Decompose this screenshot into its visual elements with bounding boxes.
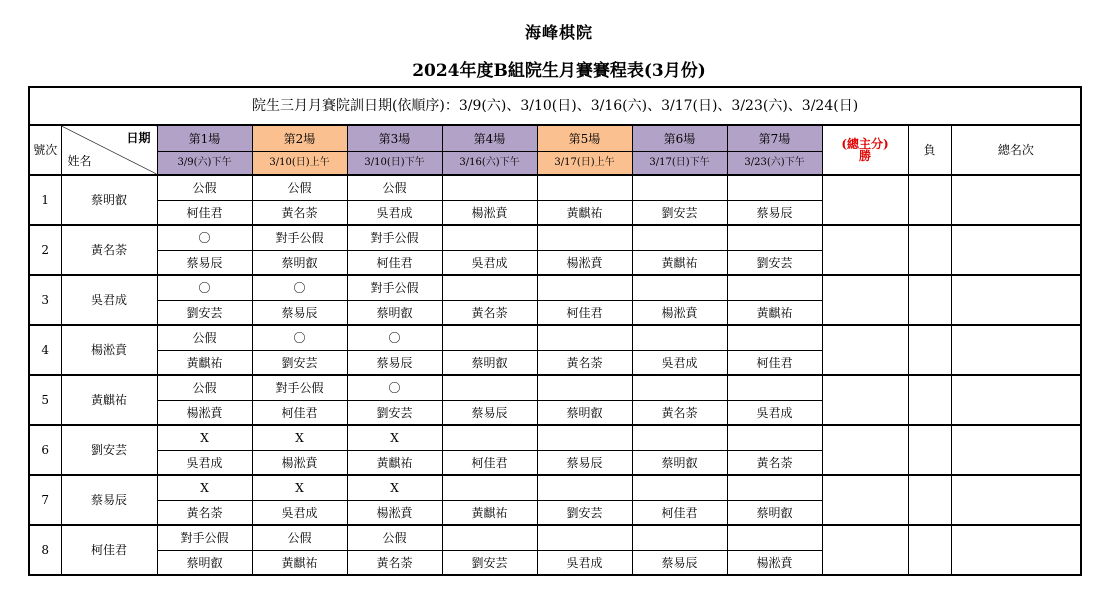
result-cell (442, 525, 537, 551)
header-date-name (61, 125, 157, 175)
result-cell (727, 475, 822, 501)
opponent-cell: 吳君成 (632, 351, 727, 376)
player-number: 4 (29, 325, 61, 375)
header-wins-score-label: (總主分) (841, 137, 889, 151)
losses-cell (908, 525, 951, 575)
result-cell: 對手公假 (347, 225, 442, 251)
result-cell (537, 225, 632, 251)
rank-cell (951, 375, 1081, 425)
result-cell (727, 175, 822, 201)
result-cell (727, 525, 822, 551)
opponent-cell: 楊淞賁 (727, 551, 822, 576)
result-cell (632, 475, 727, 501)
opponent-cell: 黃名荼 (632, 401, 727, 426)
player-row-7 (29, 475, 1081, 501)
wins-cell (822, 525, 908, 575)
opponent-cell: 柯佳君 (537, 301, 632, 326)
result-cell: X (252, 475, 347, 501)
result-cell (537, 475, 632, 501)
opponent-cell: 蔡易辰 (157, 251, 252, 276)
result-cell (632, 525, 727, 551)
opponent-cell: 劉安芸 (632, 201, 727, 226)
result-cell: 公假 (252, 175, 347, 201)
player-number: 8 (29, 525, 61, 575)
opponent-cell: 吳君成 (727, 401, 822, 426)
opponent-cell: 吳君成 (252, 501, 347, 526)
opponent-cell: 柯佳君 (727, 351, 822, 376)
round-header-4: 第4場 (442, 125, 537, 152)
opponent-cell: 柯佳君 (252, 401, 347, 426)
player-number: 7 (29, 475, 61, 525)
result-cell: 〇 (157, 225, 252, 251)
opponent-cell: 黃麒祐 (347, 451, 442, 476)
result-cell (537, 525, 632, 551)
round-date-7: 3/23(六)下午 (727, 152, 822, 176)
result-cell (537, 425, 632, 451)
opponent-cell: 蔡易辰 (537, 451, 632, 476)
opponent-cell: 楊淞賁 (442, 201, 537, 226)
result-cell: X (347, 425, 442, 451)
result-cell (632, 325, 727, 351)
opponent-cell: 黃名荼 (347, 551, 442, 576)
result-cell (442, 375, 537, 401)
schedule-table (28, 86, 1082, 576)
result-cell (727, 375, 822, 401)
rank-cell (951, 175, 1081, 225)
player-name: 楊淞賁 (61, 325, 157, 375)
losses-cell (908, 375, 951, 425)
result-cell: 〇 (252, 275, 347, 301)
wins-cell (822, 275, 908, 325)
opponent-cell: 蔡易辰 (727, 201, 822, 226)
result-cell: 對手公假 (252, 225, 347, 251)
opponent-cell: 黃名荼 (252, 201, 347, 226)
losses-cell (908, 425, 951, 475)
result-cell (727, 425, 822, 451)
losses-cell (908, 325, 951, 375)
rank-cell (951, 225, 1081, 275)
result-cell (632, 425, 727, 451)
opponent-cell: 蔡明叡 (537, 401, 632, 426)
wins-cell (822, 475, 908, 525)
opponent-cell: 蔡明叡 (442, 351, 537, 376)
losses-cell (908, 225, 951, 275)
result-cell (537, 175, 632, 201)
opponent-cell: 黃麒祐 (252, 551, 347, 576)
opponent-cell: 吳君成 (347, 201, 442, 226)
result-cell (442, 225, 537, 251)
player-name: 劉安芸 (61, 425, 157, 475)
player-row-3 (29, 275, 1081, 301)
round-header-7: 第7場 (727, 125, 822, 152)
result-cell: 公假 (157, 175, 252, 201)
result-cell (632, 225, 727, 251)
rank-cell (951, 475, 1081, 525)
player-name: 黃名荼 (61, 225, 157, 275)
opponent-cell: 黃麒祐 (442, 501, 537, 526)
result-cell: X (252, 425, 347, 451)
header-name-label: 姓名 (67, 154, 92, 168)
rank-cell (951, 275, 1081, 325)
opponent-cell: 柯佳君 (632, 501, 727, 526)
opponent-cell: 蔡明叡 (727, 501, 822, 526)
player-number: 5 (29, 375, 61, 425)
result-cell (442, 325, 537, 351)
rank-cell (951, 525, 1081, 575)
player-row-5 (29, 375, 1081, 401)
player-name: 柯佳君 (61, 525, 157, 575)
round-header-1: 第1場 (157, 125, 252, 152)
player-row-4 (29, 325, 1081, 351)
wins-cell (822, 425, 908, 475)
schedule-title: 2024年度B組院生月賽賽程表(3月份) (412, 61, 706, 81)
result-cell: 公假 (347, 175, 442, 201)
result-cell (537, 375, 632, 401)
opponent-cell: 柯佳君 (157, 201, 252, 226)
result-cell (537, 275, 632, 301)
result-cell: 對手公假 (157, 525, 252, 551)
losses-cell (908, 475, 951, 525)
result-cell (632, 175, 727, 201)
wins-cell (822, 225, 908, 275)
result-cell: 公假 (157, 375, 252, 401)
round-date-5: 3/17(日)上午 (537, 152, 632, 176)
result-cell (442, 475, 537, 501)
opponent-cell: 楊淞賁 (537, 251, 632, 276)
player-name: 蔡明叡 (61, 175, 157, 225)
rank-cell (951, 425, 1081, 475)
wins-cell (822, 175, 908, 225)
header-rank: 總名次 (951, 125, 1081, 175)
player-number: 1 (29, 175, 61, 225)
round-date-1: 3/9(六)下午 (157, 152, 252, 176)
opponent-cell: 蔡明叡 (252, 251, 347, 276)
result-cell: 〇 (347, 325, 442, 351)
opponent-cell: 黃名荼 (157, 501, 252, 526)
training-dates: 院生三月月賽院訓日期(依順序)：3/9(六)、3/10(日)、3/16(六)、3/17(日)、3/23(六)、3/24(日) (29, 87, 1081, 125)
result-cell: X (157, 475, 252, 501)
result-cell (727, 325, 822, 351)
opponent-cell: 劉安芸 (252, 351, 347, 376)
opponent-cell: 蔡明叡 (157, 551, 252, 576)
round-date-3: 3/10(日)下午 (347, 152, 442, 176)
wins-cell (822, 325, 908, 375)
result-cell (442, 275, 537, 301)
opponent-cell: 蔡易辰 (442, 401, 537, 426)
player-row-6 (29, 425, 1081, 451)
result-cell (727, 225, 822, 251)
header-wins (822, 125, 908, 175)
result-cell (632, 275, 727, 301)
opponent-cell: 蔡明叡 (347, 301, 442, 326)
opponent-cell: 吳君成 (442, 251, 537, 276)
result-cell: 公假 (157, 325, 252, 351)
result-cell: 〇 (157, 275, 252, 301)
opponent-cell: 柯佳君 (347, 251, 442, 276)
header-date-label: 日期 (126, 131, 151, 145)
result-cell (632, 375, 727, 401)
round-header-6: 第6場 (632, 125, 727, 152)
opponent-cell: 劉安芸 (347, 401, 442, 426)
opponent-cell: 黃麒祐 (537, 201, 632, 226)
opponent-cell: 黃麒祐 (727, 301, 822, 326)
result-cell: 對手公假 (252, 375, 347, 401)
result-cell (537, 325, 632, 351)
player-number: 6 (29, 425, 61, 475)
result-cell: X (347, 475, 442, 501)
header-number: 號次 (29, 125, 61, 175)
result-cell: 對手公假 (347, 275, 442, 301)
opponent-cell: 黃麒祐 (632, 251, 727, 276)
opponent-cell: 黃麒祐 (157, 351, 252, 376)
opponent-cell: 黃名荼 (442, 301, 537, 326)
result-cell: 公假 (252, 525, 347, 551)
opponent-cell: 蔡易辰 (252, 301, 347, 326)
opponent-cell: 蔡易辰 (632, 551, 727, 576)
player-row-2 (29, 225, 1081, 251)
round-date-2: 3/10(日)上午 (252, 152, 347, 176)
opponent-cell: 柯佳君 (442, 451, 537, 476)
opponent-cell: 黃名荼 (727, 451, 822, 476)
header-losses: 負 (908, 125, 951, 175)
rank-cell (951, 325, 1081, 375)
player-name: 黃麒祐 (61, 375, 157, 425)
opponent-cell: 楊淞賁 (157, 401, 252, 426)
opponent-cell: 劉安芸 (157, 301, 252, 326)
player-name: 吳君成 (61, 275, 157, 325)
opponent-cell: 吳君成 (157, 451, 252, 476)
school-title: 海峰棋院 (524, 23, 593, 42)
header-wins-label: 勝 (858, 149, 871, 163)
player-number: 3 (29, 275, 61, 325)
round-header-2: 第2場 (252, 125, 347, 152)
result-cell (442, 425, 537, 451)
round-date-6: 3/17(日)下午 (632, 152, 727, 176)
round-date-4: 3/16(六)下午 (442, 152, 537, 176)
player-name: 蔡易辰 (61, 475, 157, 525)
opponent-cell: 蔡明叡 (632, 451, 727, 476)
result-cell (442, 175, 537, 201)
result-cell: X (157, 425, 252, 451)
player-number: 2 (29, 225, 61, 275)
losses-cell (908, 275, 951, 325)
round-header-3: 第3場 (347, 125, 442, 152)
opponent-cell: 楊淞賁 (252, 451, 347, 476)
opponent-cell: 黃名荼 (537, 351, 632, 376)
result-cell: 〇 (252, 325, 347, 351)
player-row-8 (29, 525, 1081, 551)
losses-cell (908, 175, 951, 225)
wins-cell (822, 375, 908, 425)
opponent-cell: 吳君成 (537, 551, 632, 576)
result-cell: 〇 (347, 375, 442, 401)
result-cell: 公假 (347, 525, 442, 551)
opponent-cell: 蔡易辰 (347, 351, 442, 376)
opponent-cell: 劉安芸 (442, 551, 537, 576)
opponent-cell: 劉安芸 (727, 251, 822, 276)
opponent-cell: 楊淞賁 (632, 301, 727, 326)
round-header-5: 第5場 (537, 125, 632, 152)
opponent-cell: 楊淞賁 (347, 501, 442, 526)
opponent-cell: 劉安芸 (537, 501, 632, 526)
result-cell (727, 275, 822, 301)
player-row-1 (29, 175, 1081, 201)
